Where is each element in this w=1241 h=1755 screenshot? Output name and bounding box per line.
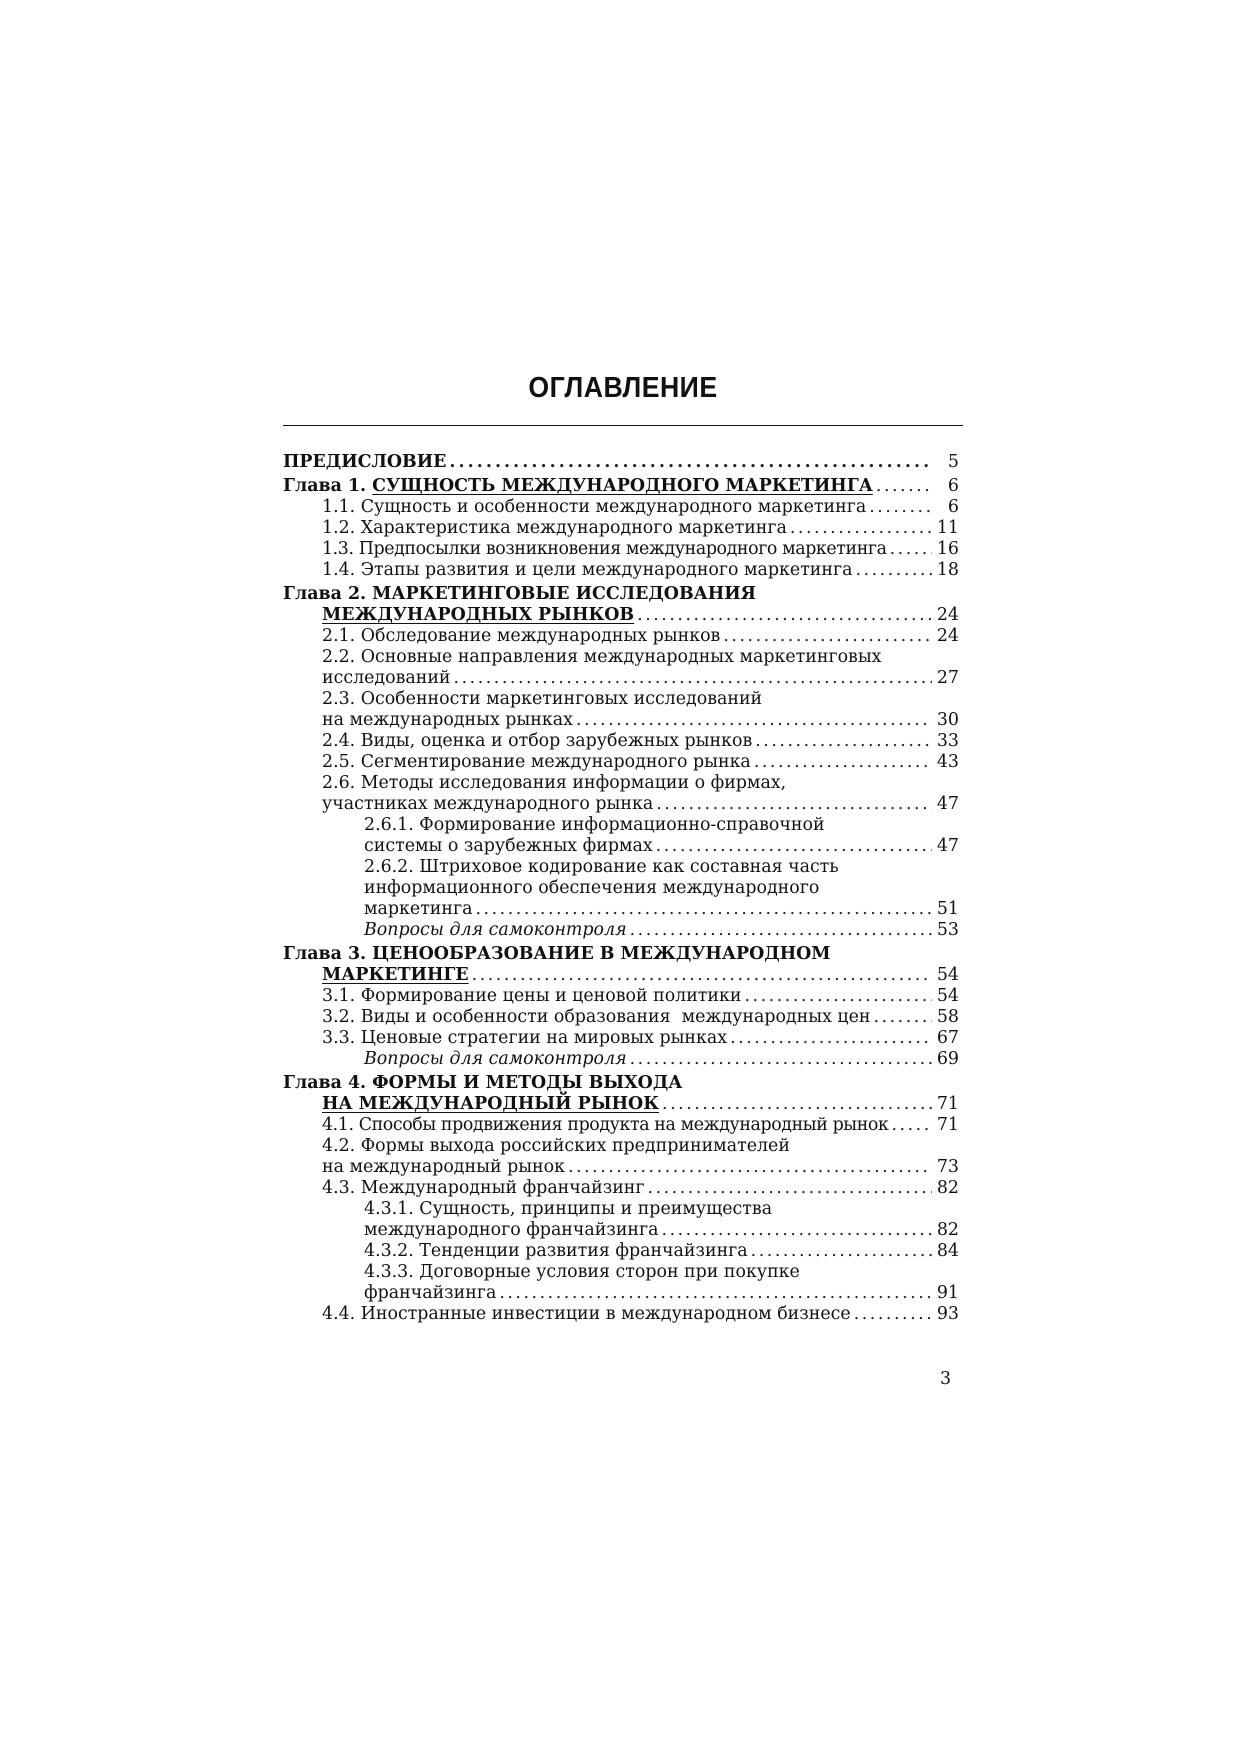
- toc-entry-chapter-2-cont[interactable]: МЕЖДУНАРОДНЫХ РЫНКОВ . . . 24: [283, 605, 959, 626]
- toc-entry-4-2[interactable]: 4.2. Формы выхода российских предпринимателей: [322, 1136, 790, 1156]
- page-number: 3: [940, 1369, 952, 1389]
- table-of-contents: [283, 449, 959, 1325]
- toc-entry-4-3-1[interactable]: 4.3.1. Сущность, принципы и преимущества: [364, 1199, 773, 1219]
- toc-entry-2-5[interactable]: 2.5. Сегментирование международного рынка . . . 43: [283, 752, 959, 773]
- toc-entry-chapter-2[interactable]: Глава 2. МАРКЕТИНГОВЫЕ ИССЛЕДОВАНИЯ: [283, 584, 757, 604]
- toc-entry-chapter-1[interactable]: Глава 1. СУЩНОСТЬ МЕЖДУНАРОДНОГО МАРКЕТИНГА . . . 6: [283, 476, 959, 497]
- toc-entry-chapter-3-cont[interactable]: МАРКЕТИНГЕ . . . 54: [283, 965, 959, 986]
- toc-entry-4-3-1-cont[interactable]: международного франчайзинга . . . 82: [283, 1220, 959, 1241]
- toc-entry-4-4[interactable]: 4.4. Иностранные инвестиции в международном бизнесе . . . 93: [283, 1304, 959, 1325]
- toc-entry-4-2-cont[interactable]: на международный рынок . . . 73: [283, 1157, 959, 1178]
- toc-entry-2-3[interactable]: 2.3. Особенности маркетинговых исследований: [322, 689, 763, 709]
- toc-entry-4-3-3[interactable]: 4.3.3. Договорные условия сторон при покупке: [364, 1262, 800, 1282]
- toc-entry-2-1[interactable]: 2.1. Обследование международных рынков . . . 24: [283, 626, 959, 647]
- toc-entry-4-1[interactable]: 4.1. Способы продвижения продукта на международный рынок . . . 71: [283, 1115, 959, 1136]
- toc-entry-2-3-cont[interactable]: на международных рынках . . . 30: [283, 710, 959, 731]
- toc-entry-2-6-2-cont2[interactable]: маркетинга . . . 51: [283, 899, 959, 920]
- toc-entry-3-3[interactable]: 3.3. Ценовые стратегии на мировых рынках . . . 67: [283, 1028, 959, 1049]
- toc-entry-4-3-3-cont[interactable]: франчайзинга . . . 91: [283, 1283, 959, 1304]
- toc-entry-4-3-2[interactable]: 4.3.2. Тенденции развития франчайзинга . . . 84: [283, 1241, 959, 1262]
- toc-entry-2-2[interactable]: 2.2. Основные направления международных маркетинговых: [322, 647, 882, 667]
- page-title: ОГЛАВЛЕНИЕ: [528, 372, 718, 404]
- toc-entry-2-6-1[interactable]: 2.6.1. Формирование информационно-справочной: [364, 815, 825, 835]
- toc-entry-2-6-2[interactable]: 2.6.2. Штриховое кодирование как составная часть: [364, 857, 839, 877]
- toc-entry-chapter-4-cont[interactable]: НА МЕЖДУНАРОДНЫЙ РЫНОК . . . 71: [283, 1094, 959, 1115]
- toc-entry-2-6-1-cont[interactable]: системы о зарубежных фирмах . . . 47: [283, 836, 959, 857]
- title-rule: [283, 425, 963, 426]
- toc-entry-preface[interactable]: ПРЕДИСЛОВИЕ . . . 5: [283, 452, 959, 473]
- toc-entry-1-2[interactable]: 1.2. Характеристика международного маркетинга . . . 11: [283, 518, 959, 539]
- toc-entry-2-6[interactable]: 2.6. Методы исследования информации о фирмах,: [322, 773, 787, 793]
- toc-entry-1-3[interactable]: 1.3. Предпосылки возникновения международного маркетинга . . . 16: [283, 539, 959, 560]
- toc-entry-2-4[interactable]: 2.4. Виды, оценка и отбор зарубежных рынков . . . 33: [283, 731, 959, 752]
- toc-entry-2-2-cont[interactable]: исследований . . . 27: [283, 668, 959, 689]
- toc-entry-2-6-2-cont[interactable]: информационного обеспечения международного: [364, 878, 820, 898]
- toc-entry-2-6-cont[interactable]: участниках международного рынка . . . 47: [283, 794, 959, 815]
- toc-entry-ch2-questions[interactable]: Вопросы для самоконтроля . . . 53: [283, 920, 959, 941]
- toc-entry-1-1[interactable]: 1.1. Сущность и особенности международного маркетинга . . . 6: [283, 497, 959, 518]
- toc-entry-1-4[interactable]: 1.4. Этапы развития и цели международного маркетинга . . . 18: [283, 560, 959, 581]
- toc-entry-3-2[interactable]: 3.2. Виды и особенности образования международных цен . . . 58: [283, 1007, 959, 1028]
- toc-entry-3-1[interactable]: 3.1. Формирование цены и ценовой политики . . . 54: [283, 986, 959, 1007]
- toc-entry-4-3[interactable]: 4.3. Международный франчайзинг . . . 82: [283, 1178, 959, 1199]
- toc-entry-chapter-3[interactable]: Глава 3. ЦЕНООБРАЗОВАНИЕ В МЕЖДУНАРОДНОМ: [283, 944, 831, 964]
- toc-entry-ch3-questions[interactable]: Вопросы для самоконтроля . . . 69: [283, 1049, 959, 1070]
- toc-entry-chapter-4[interactable]: Глава 4. ФОРМЫ И МЕТОДЫ ВЫХОДА: [283, 1073, 683, 1093]
